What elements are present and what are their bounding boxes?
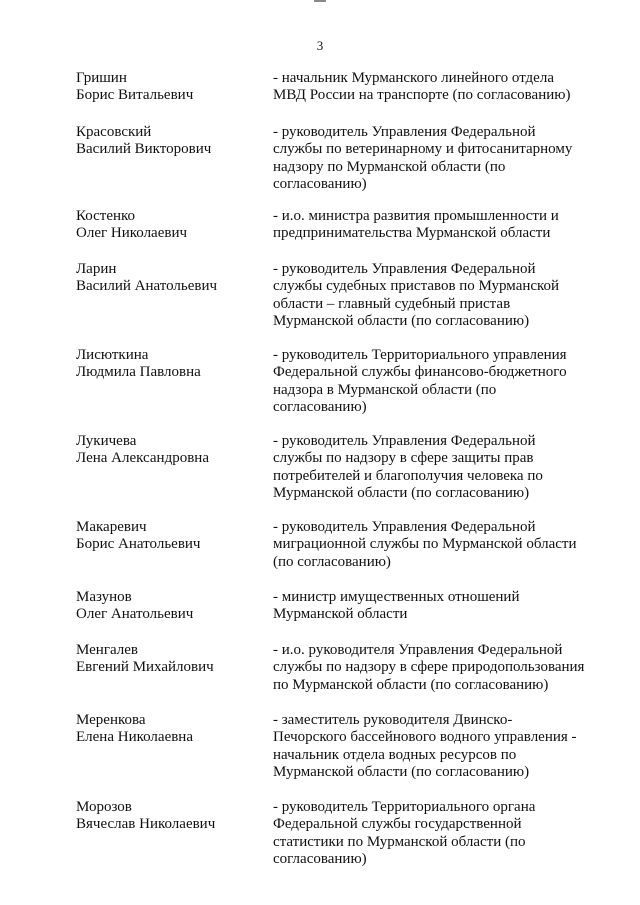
name-line: Лукичева bbox=[76, 433, 137, 449]
position-line: области – главный судебный пристав bbox=[273, 295, 511, 312]
position-line: статистики по Мурманской области (по bbox=[273, 833, 526, 850]
position-line: - руководитель Управления Федеральной bbox=[273, 124, 536, 140]
name-line: Людмила Павловна bbox=[76, 364, 201, 381]
name-line: Елена Николаевна bbox=[76, 729, 193, 746]
member-position bbox=[273, 433, 613, 503]
name-line: Вячеслав Николаевич bbox=[76, 816, 216, 833]
position-line: начальник отдела водных ресурсов по bbox=[273, 746, 517, 763]
member-position bbox=[273, 124, 613, 194]
member-name bbox=[76, 70, 193, 105]
position-line: Мурманской области bbox=[273, 606, 408, 623]
name-line: Олег Николаевич bbox=[76, 225, 188, 242]
member-name bbox=[76, 347, 201, 382]
position-line: - начальник Мурманского линейного отдела bbox=[273, 70, 554, 86]
member-position bbox=[273, 261, 613, 331]
position-line: Федеральной службы государственной bbox=[273, 816, 522, 833]
member-position bbox=[273, 347, 613, 417]
position-line: службы по надзору в сфере природопользования bbox=[273, 659, 585, 676]
position-line: - заместитель руководителя Двинско- bbox=[273, 712, 513, 728]
position-line: - и.о. министра развития промышленности и bbox=[273, 208, 559, 224]
name-line: Макаревич bbox=[76, 519, 147, 535]
position-line: - руководитель Территориального управления bbox=[273, 347, 567, 363]
position-line: Федеральной службы финансово-бюджетного bbox=[273, 364, 567, 381]
position-line: предпринимательства Мурманской области bbox=[273, 225, 551, 242]
position-line: Печорского бассейнового водного управления - bbox=[273, 729, 577, 746]
name-line: Василий Викторович bbox=[76, 141, 212, 158]
name-line: Гришин bbox=[76, 70, 127, 86]
position-line: - руководитель Управления Федеральной bbox=[273, 433, 536, 449]
member-name bbox=[76, 712, 193, 747]
member-position bbox=[273, 712, 613, 782]
name-line: Менгалев bbox=[76, 642, 138, 658]
position-line: надзору по Мурманской области (по bbox=[273, 158, 506, 175]
name-line: Борис Анатольевич bbox=[76, 536, 201, 553]
page-number: 3 bbox=[316, 38, 324, 53]
member-name bbox=[76, 433, 209, 468]
member-position bbox=[273, 589, 613, 624]
position-line: - руководитель Управления Федеральной bbox=[273, 261, 536, 277]
position-line: - министр имущественных отношений bbox=[273, 589, 520, 605]
name-line: Ларин bbox=[76, 261, 117, 277]
name-line: Борис Витальевич bbox=[76, 87, 194, 104]
position-line: потребителей и благополучия человека по bbox=[273, 467, 543, 484]
name-line: Лена Александровна bbox=[76, 450, 209, 467]
position-line: согласованию) bbox=[273, 851, 367, 868]
position-line: службы по надзору в сфере защиты прав bbox=[273, 450, 534, 467]
position-line: службы по ветеринарному и фитосанитарному bbox=[273, 141, 573, 158]
member-name bbox=[76, 799, 215, 834]
position-line: согласованию) bbox=[273, 176, 367, 193]
position-line: МВД России на транспорте (по согласованию) bbox=[273, 87, 571, 104]
member-position bbox=[273, 70, 613, 105]
member-name bbox=[76, 124, 211, 159]
name-line: Красовский bbox=[76, 124, 152, 140]
member-position bbox=[273, 799, 613, 869]
member-position bbox=[273, 519, 613, 571]
member-name bbox=[76, 642, 214, 677]
name-line: Олег Анатольевич bbox=[76, 606, 194, 623]
member-position bbox=[273, 208, 613, 243]
member-name bbox=[76, 519, 200, 554]
position-line: - руководитель Управления Федеральной bbox=[273, 519, 536, 535]
scan-mark bbox=[314, 0, 326, 2]
position-line: службы судебных приставов по Мурманской bbox=[273, 278, 560, 295]
name-line: Лисюткина bbox=[76, 347, 149, 363]
member-position bbox=[273, 642, 613, 694]
name-line: Меренкова bbox=[76, 712, 146, 728]
position-line: Мурманской области (по согласованию) bbox=[273, 313, 530, 330]
position-line: - и.о. руководителя Управления Федеральной bbox=[273, 642, 563, 658]
position-line: согласованию) bbox=[273, 399, 367, 416]
name-line: Василий Анатольевич bbox=[76, 278, 218, 295]
name-line: Евгений Михайлович bbox=[76, 659, 214, 676]
member-name bbox=[76, 589, 193, 624]
position-line: Мурманской области (по согласованию) bbox=[273, 485, 530, 502]
position-line: Мурманской области (по согласованию) bbox=[273, 764, 530, 781]
position-line: миграционной службы по Мурманской области bbox=[273, 536, 577, 553]
name-line: Морозов bbox=[76, 799, 132, 815]
name-line: Костенко bbox=[76, 208, 136, 224]
position-line: по Мурманской области (по согласованию) bbox=[273, 676, 549, 693]
member-name bbox=[76, 261, 217, 296]
member-name bbox=[76, 208, 187, 243]
name-line: Мазунов bbox=[76, 589, 132, 605]
position-line: надзора в Мурманской области (по bbox=[273, 381, 497, 398]
position-line: - руководитель Территориального органа bbox=[273, 799, 536, 815]
position-line: (по согласованию) bbox=[273, 553, 391, 570]
